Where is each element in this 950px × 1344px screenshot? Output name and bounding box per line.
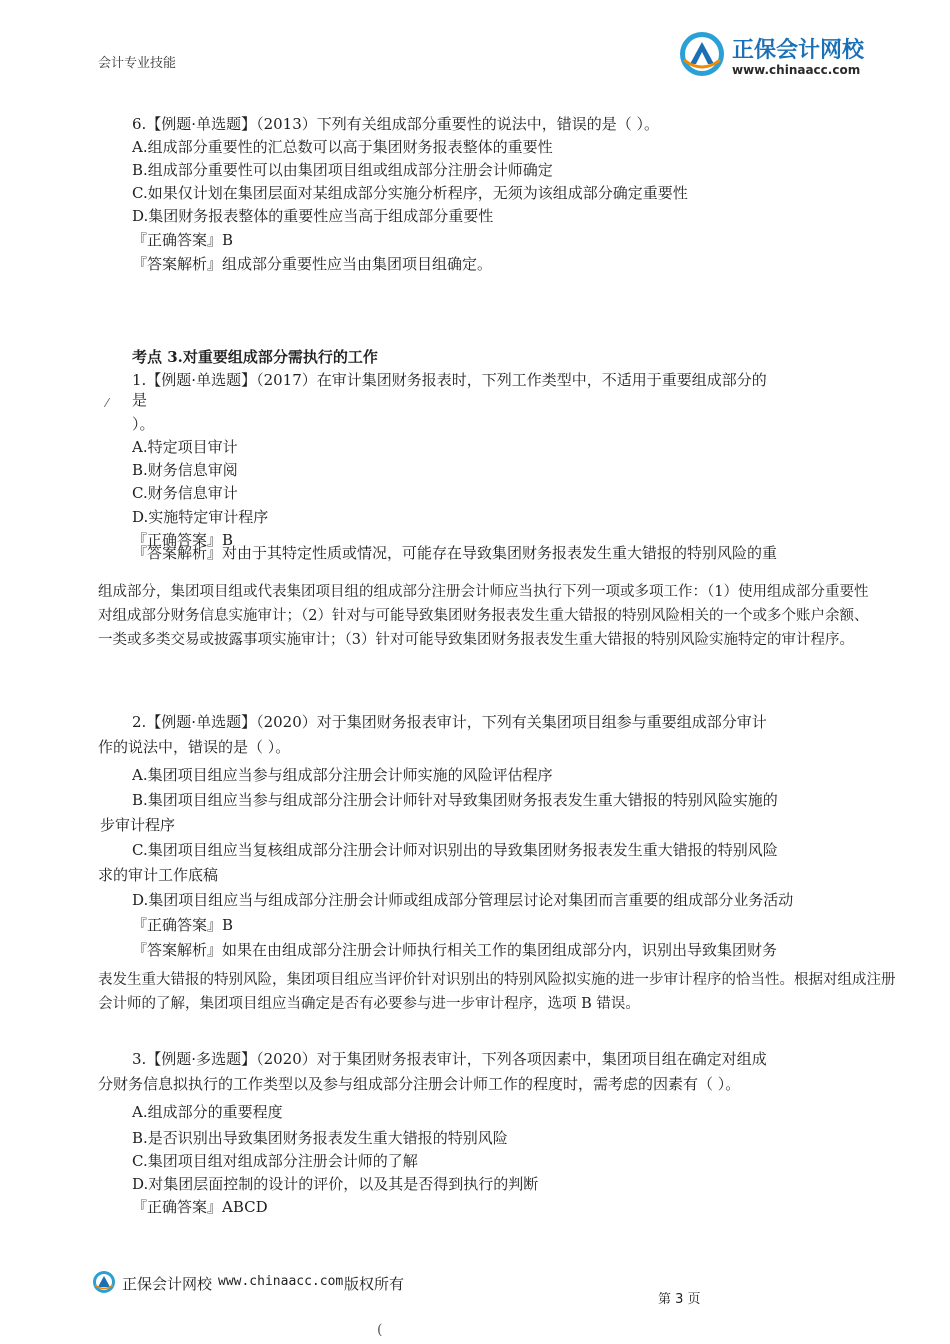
q2-analysis-body: 表发生重大错报的特别风险，集团项目组应当评价针对识别出的特别风险拟实施的进一步审计程序的恰当性。根据对组成注册会计师的了解，集团项目组应当确定是否有必要参与进一步审计程序，选项 B 错误。	[98, 972, 896, 1012]
q1-analysis-body: 组成部分，集团项目组或代表集团项目组的组成部分注册会计师应当执行下列一项或多项工作：（1）使用组成部分重要性对组成部分财务信息实施审计；（2）针对与可能导致集团财务报表发生重大错报的特别风险相关的一个或多个账户余额、一类或多类交易或披露事项实施审计；（3）针对可能导致集团财务报表发生重大错报的特别风险实施特定的审计程序。	[98, 584, 869, 648]
q6-stem: 6.【例题·单选题】（2013）下列有关组成部分重要性的说法中，错误的是（ ）。	[132, 115, 660, 133]
q2-option-d: D.集团项目组应当与组成部分注册会计师或组成部分管理层讨论对集团而言重要的组成部分业务活动	[132, 891, 794, 909]
q2-option-a: A.集团项目组应当参与组成部分注册会计师实施的风险评估程序	[132, 766, 553, 784]
footer-url[interactable]: www.chinaacc.com	[218, 1274, 344, 1289]
footer-page-text: 第 3 页	[658, 1292, 701, 1307]
q2-option-b: B.集团项目组应当参与组成部分注册会计师针对导致集团财务报表发生重大错报的特别风险实施的	[132, 791, 778, 809]
q2-analysis-head: 『答案解析』如果在由组成部分注册会计师执行相关工作的集团组成部分内，识别出导致集团财务	[132, 941, 778, 959]
footer-brand: 正保会计网校	[122, 1275, 213, 1293]
header-fragment-text: 会计专业技能	[98, 56, 177, 71]
q1-option-d: D.实施特定审计程序	[132, 508, 269, 526]
q6-option-a: A.组成部分重要性的汇总数可以高于集团财务报表整体的重要性	[132, 138, 553, 156]
footer	[92, 1270, 852, 1307]
q1-stem-line1: 1.【例题·单选题】（2017）在审计集团财务报表时，下列工作类型中，不适用于重要组成部分的	[132, 371, 767, 389]
q2-stem-cut: 2.【例题·单选题】（2020）对于集团财务报表审计，下列有关集团项目组参与重要组成部分审计	[132, 713, 767, 731]
q3-answer: 『正确答案』ABCD	[132, 1198, 268, 1216]
q3-option-b: B.是否识别出导致集团财务报表发生重大错报的特别风险	[132, 1129, 508, 1147]
q1-analysis-head	[132, 544, 778, 562]
scan-mark: ⁄	[106, 396, 109, 410]
q2-option-c-rest: 求的审计工作底稿	[98, 866, 219, 884]
footer-logo-icon	[92, 1270, 116, 1294]
brand-name: 正保会计网校	[732, 38, 865, 63]
q6-option-d: D.集团财务报表整体的重要性应当高于组成部分重要性	[132, 207, 494, 225]
footer-rights: 版权所有	[344, 1275, 405, 1293]
header-fragment	[98, 56, 177, 71]
q6-option-c: C.如果仅计划在集团层面对某组成部分实施分析程序，无须为该组成部分确定重要性	[132, 184, 688, 202]
q1-option-b: B.财务信息审阅	[132, 461, 238, 479]
q1-analysis-head-text: 『答案解析』对由于其特定性质或情况，可能存在导致集团财务报表发生重大错报的特别风险的重	[132, 544, 778, 562]
q2-option-c: C.集团项目组应当复核组成部分注册会计师对识别出的导致集团财务报表发生重大错报的特别风险	[132, 841, 778, 859]
q1-answer: 『正确答案』B	[132, 531, 234, 549]
section-title: 考点 3.对重要组成部分需执行的工作	[132, 348, 378, 366]
q3-option-d: D.对集团层面控制的设计的评价，以及其是否得到执行的判断	[132, 1175, 539, 1193]
q3-option-c: C.集团项目组对组成部分注册会计师的了解	[132, 1152, 418, 1170]
q6-option-b: B.组成部分重要性可以由集团项目组或组成部分注册会计师确定	[132, 161, 553, 179]
q3-option-a: A.组成部分的重要程度	[132, 1103, 283, 1121]
q1-stem-line2: 是	[132, 391, 148, 409]
footer-page	[658, 1288, 701, 1307]
q1-stem-line3: ）。	[132, 415, 155, 433]
brand-logo	[678, 30, 868, 78]
q1-option-c: C.财务信息审计	[132, 484, 238, 502]
q3-stem-rest: 分财务信息拟执行的工作类型以及参与组成部分注册会计师工作的程度时，需考虑的因素有（ ）。	[98, 1075, 741, 1093]
q2-answer: 『正确答案』B	[132, 916, 234, 934]
q1-option-a: A.特定项目审计	[132, 438, 238, 456]
q2-option-b-rest: 步审计程序	[100, 816, 176, 834]
scan-mark-bottom: (	[377, 1322, 383, 1338]
q6-analysis: 『答案解析』组成部分重要性应当由集团项目组确定。	[132, 255, 493, 273]
q2-stem-rest: 作的说法中，错误的是（ ）。	[98, 738, 291, 756]
chinaacc-logo-icon	[678, 30, 726, 78]
q3-stem-cut: 3.【例题·多选题】（2020）对于集团财务报表审计，下列各项因素中，集团项目组在确定对组成	[132, 1050, 767, 1068]
q6-answer: 『正确答案』B	[132, 231, 234, 249]
brand-url: www.chinaacc.com	[732, 63, 861, 77]
